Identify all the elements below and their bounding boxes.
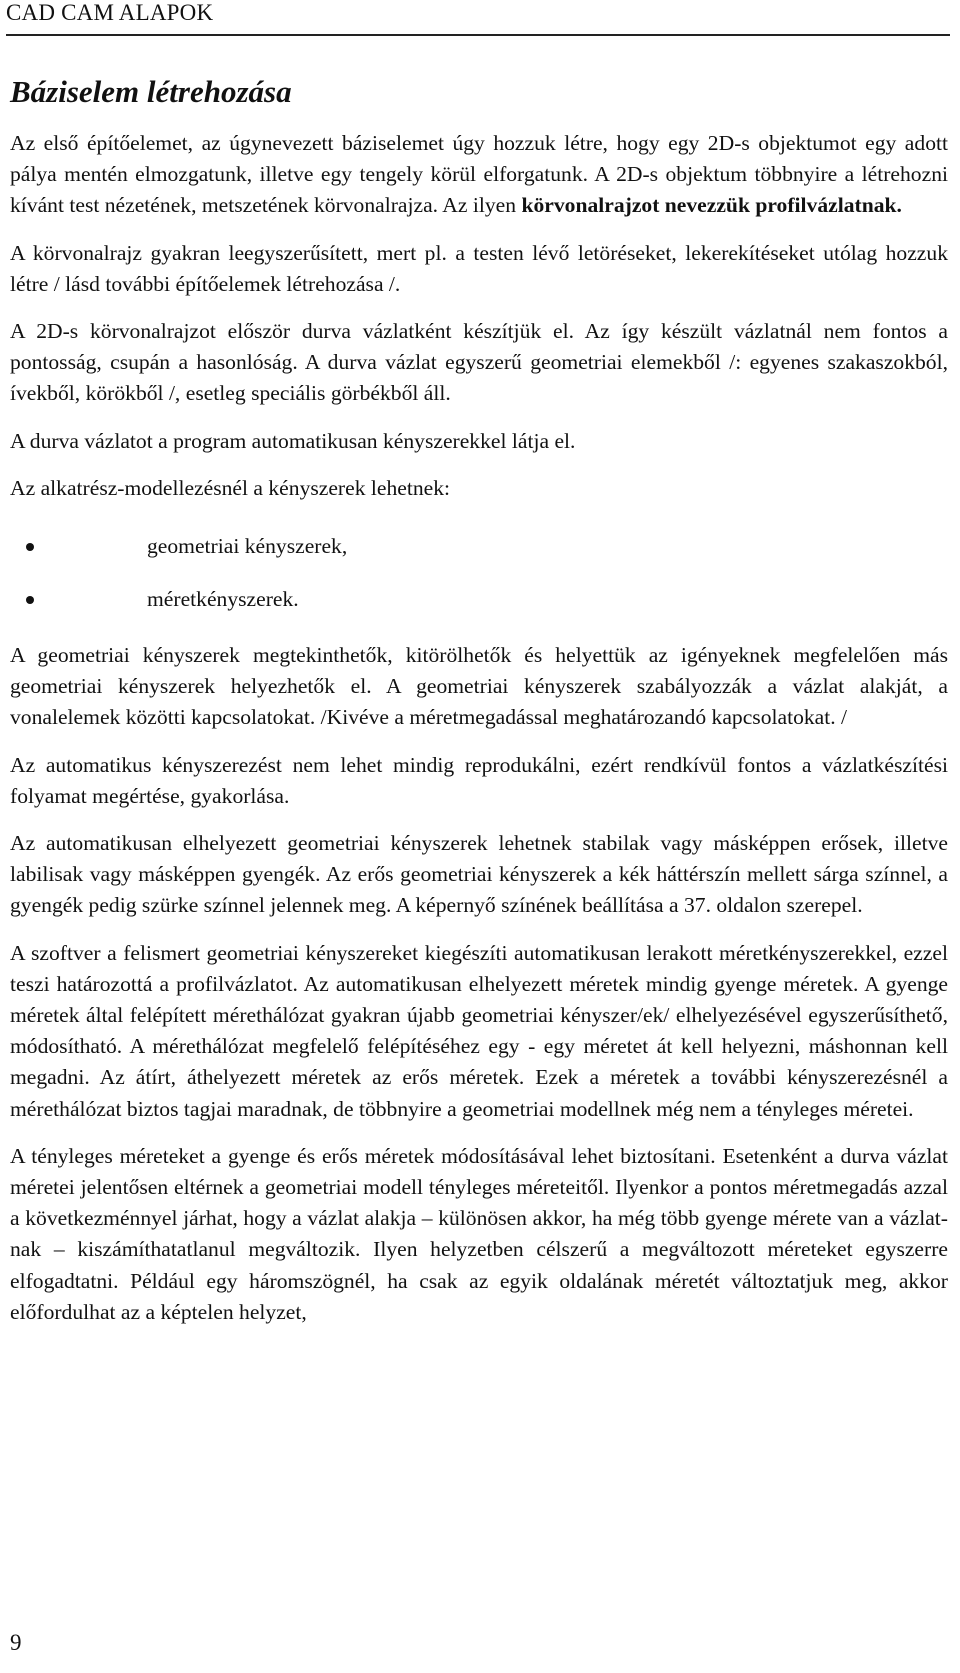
bullet-icon (26, 596, 34, 604)
bullet-icon (26, 543, 34, 551)
paragraph-3: A 2D-s körvonalrajzot először durva vázlatként készítjük el. Az így készült vázlatnál nem fontos a pontosság, csupán a hasonlóság. A durva vázlat egyszerű geometriai elemekből /: egyenes szakaszokból, ívekből, körökből /, esetleg speciális görbékből áll. (10, 319, 948, 406)
paragraph-1 (10, 128, 948, 222)
list-item (10, 520, 948, 573)
paragraph-6: A geometriai kényszerek megtekinthetők, kitörölhetők és helyettük az igényeknek megfelelően más geometriai kényszerek helyezhetők el. A geometriai kényszerek szabályozzák a vázlat alakját, a vonalelemek közötti kapcsolatokat. /Kivéve a méretmegadással meghatározandó kapcsolatokat. / (10, 643, 948, 730)
running-header: CAD CAM ALAPOK (6, 0, 950, 36)
paragraph-10: A tényleges méreteket a gyenge és erős méretek módosításával lehet biztosítani. Esetenként a durva vázlat méretei jelentősen eltérnek a geometriai modell tényleges méreteitől. Ilyenkor a pontos méretmegadás azzal a következménnyel járhat, hogy a vázlat alakja – különösen akkor, ha még több gyenge mérete van a vázlatnak – kiszámíthatatlanul megváltozik. Ilyen helyzetben célszerű a megváltozott méreteket egyszerre elfogadtatni. Például egy háromszögnél, ha csak az egyik oldalának méretét változtatjuk meg, akkor előfordulhat az a képtelen helyzet, (10, 1143, 948, 1324)
paragraph-5: Az alkatrész-modellezésnél a kényszerek lehetnek: (10, 475, 451, 500)
paragraph-7: Az automatikus kényszerezést nem lehet mindig reprodukálni, ezért rendkívül fontos a vázlatkészítési folyamat megértése, gyakorlása. (10, 752, 948, 808)
paragraph-8: Az automatikusan elhelyezett geometriai kényszerek lehetnek stabilak vagy másképpen erősek, illetve labilisak vagy másképpen gyengék. Az erős geometriai kényszerek a kék háttérszín mellett sárga színnel, a gyengék pedig szürke színnel jelennek meg. A képernyő színének beállítása a 37. oldalon szerepel. (10, 831, 948, 918)
paragraph-2: A körvonalrajz gyakran leegyszerűsített, mert pl. a testen lévő letöréseket, lekerekítéseket utólag hozzuk létre / lásd további építőelemek létrehozása /. (10, 240, 948, 296)
constraint-type-list (10, 520, 948, 626)
list-item (10, 573, 948, 626)
list-item-text: geometriai kényszerek, (147, 534, 348, 559)
page-number: 9 (10, 1630, 22, 1655)
body-text (10, 128, 948, 1344)
paragraph-4: A durva vázlatot a program automatikusan kényszerekkel látja el. (10, 428, 576, 453)
paragraph-1-emphasis: körvonalrajzot nevezzük profilvázlatnak. (521, 193, 902, 218)
paragraph-9: A szoftver a felismert geometriai kényszereket kiegészíti automatikusan lerakott méretkényszerekkel, ezzel teszi határozottá a profilvázlatot. Az automatikusan elhelyezett méretek mindig gyenge méretek. A gyenge méretek által felépített mérethálózat gyakran újabb geometriai kényszer/ek/ elhelyezésével egyszerűsíthető, módosítható. A mérethálózat megfelelő felépítéséhez egy - egy méretet át kell helyezni, máshonnan kell megadni. Az átírt, áthelyezett méretek az erős méretek. Ezek a méretek a további kényszerezésnél a mérethálózat biztos tagjai maradnak, de többnyire a geometriai modellnek még nem a tényleges méretei. (10, 940, 948, 1121)
section-title: Báziselem létrehozása (10, 74, 292, 109)
paragraph-1-text: Az első építőelemet, az úgynevezett báziselemet úgy hozzuk létre, hogy egy 2D-s objektumot egy adott pálya mentén elmozgatunk, illetve egy tengely körül elforgatunk. A 2D-s objektum többnyire a létrehozni kívánt test nézetének, metszetének körvonalrajza. Az ilyen (10, 131, 948, 218)
list-item-text: méretkényszerek. (147, 587, 299, 612)
